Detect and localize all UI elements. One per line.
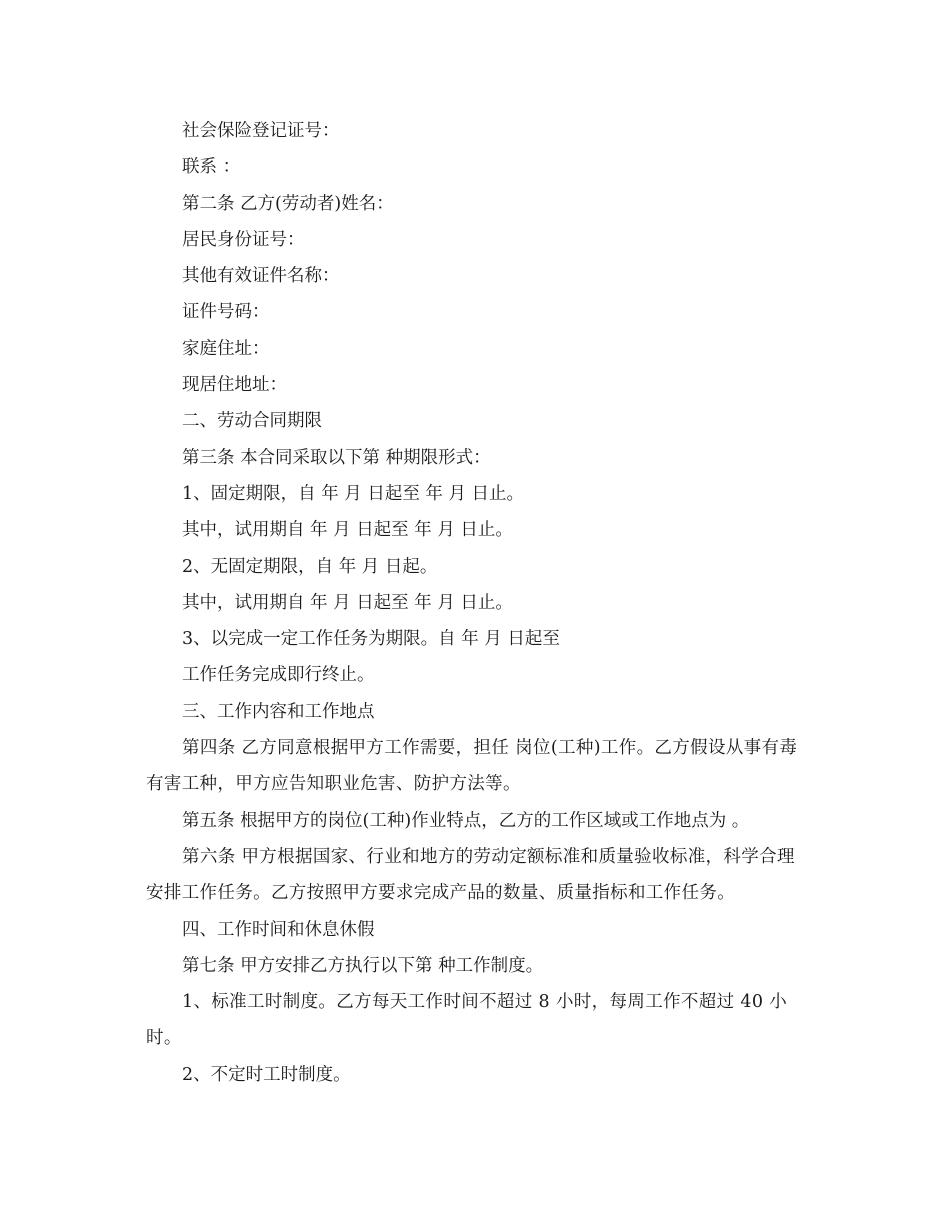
fixed-term-line: 1、固定期限，自 年 月 日起至 年 月 日止。 xyxy=(182,483,525,504)
section-4-heading: 四、工作时间和休息休假 xyxy=(182,919,375,940)
article-3-line: 第三条 本合同采取以下第 种期限形式： xyxy=(182,447,491,468)
home-address-line: 家庭住址： xyxy=(182,338,270,359)
task-term-line: 3、以完成一定工作任务为期限。自 年 月 日起至 xyxy=(182,629,560,650)
social-insurance-number-line: 社会保险登记证号： xyxy=(182,121,340,141)
id-code-line: 证件号码： xyxy=(182,302,270,323)
article-2-name-line: 第二条 乙方(劳动者)姓名： xyxy=(182,193,394,214)
id-number-line: 居民身份证号： xyxy=(182,229,305,250)
probation-line-1: 其中，试用期自 年 月 日起至 年 月 日止。 xyxy=(182,520,513,541)
section-2-heading: 二、劳动合同期限 xyxy=(182,411,322,432)
article-7-line: 第七条 甲方安排乙方执行以下第 种工作制度。 xyxy=(182,955,544,976)
probation-line-2: 其中，试用期自 年 月 日起至 年 月 日止。 xyxy=(182,592,513,613)
flexible-hours-line: 2、不定时工时制度。 xyxy=(182,1064,351,1085)
contact-line: 联系 ： xyxy=(182,157,241,178)
article-4-paragraph: 第四条 乙方同意根据甲方工作需要，担任 岗位(工种)工作。乙方假设从事有毒有害工种，甲方应告知职业危害、防护方法等。 xyxy=(146,738,798,795)
document-body xyxy=(146,113,811,1093)
section-3-heading: 三、工作内容和工作地点 xyxy=(182,701,375,722)
task-completion-line: 工作任务完成即行终止。 xyxy=(182,665,375,686)
article-5-line: 第五条 根据甲方的岗位(工种)作业特点，乙方的工作区域或工作地点为 。 xyxy=(182,810,750,831)
other-id-name-line: 其他有效证件名称： xyxy=(182,266,340,287)
open-term-line: 2、无固定期限，自 年 月 日起。 xyxy=(182,556,438,577)
standard-hours-paragraph: 1、标准工时制度。乙方每天工作时间不超过 8 小时，每周工作不超过 40 小时。 xyxy=(146,992,788,1049)
article-6-paragraph: 第六条 甲方根据国家、行业和地方的劳动定额标准和质量验收标准，科学合理安排工作任务。乙方按照甲方要求完成产品的数量、质量指标和工作任务。 xyxy=(146,846,795,904)
current-address-line: 现居住地址： xyxy=(182,375,287,396)
